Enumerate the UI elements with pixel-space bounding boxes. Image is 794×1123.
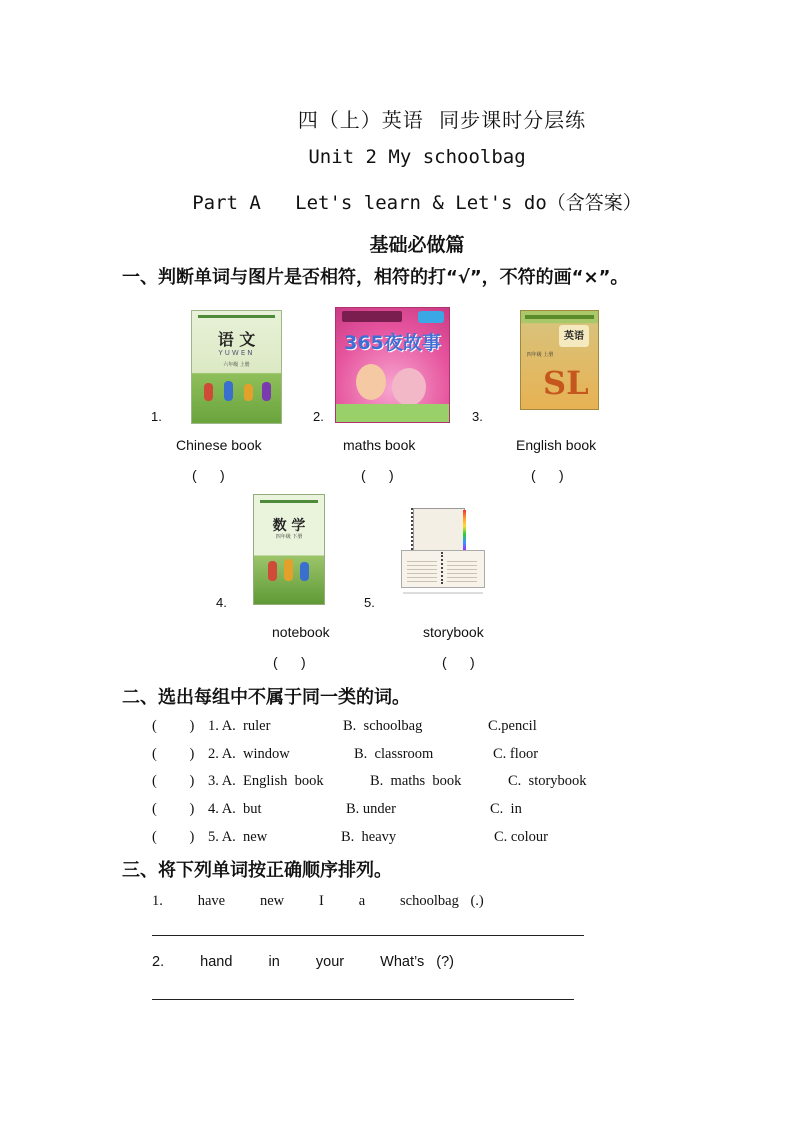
q2-row5-option-a: 5. A. new: [208, 829, 268, 845]
section3-heading: 三、将下列单词按正确顺序排列。: [122, 860, 392, 881]
story-book-image: [335, 307, 450, 423]
item5-label: storybook: [423, 624, 484, 640]
q2-row5-option-c: C. colour: [494, 829, 548, 845]
item2-answer-blank[interactable]: ( ): [361, 467, 394, 483]
notebook-image: [383, 500, 495, 605]
item5-number: 5.: [364, 595, 375, 610]
cover-grade: 四年级 下册: [275, 534, 303, 540]
section1-heading: 一、判断单词与图片是否相符，相符的打“√”，不符的画“×”。: [122, 267, 629, 288]
unit-title: Unit 2 My schoolbag: [308, 146, 526, 168]
item1-number: 1.: [151, 409, 162, 424]
item3-number: 3.: [472, 409, 483, 424]
part-title: Part A Let's learn & Let's do（含答案）: [192, 192, 642, 214]
item3-answer-blank[interactable]: ( ): [531, 467, 564, 483]
item1-answer-blank[interactable]: ( ): [192, 467, 225, 483]
q2-row2-option-b: B. classroom: [354, 746, 434, 762]
q3-item2: 2. hand in your What’s (?): [152, 954, 454, 970]
q2-row1-option-c: C.pencil: [488, 718, 537, 734]
q3-item2-answer-line[interactable]: [152, 999, 574, 1000]
item3-label: English book: [516, 437, 597, 453]
q2-row2-blank[interactable]: ( ): [152, 746, 195, 762]
q2-row4-blank[interactable]: ( ): [152, 801, 195, 817]
q2-row3-option-b: B. maths book: [370, 773, 462, 789]
cover-subtitle: YUWEN: [218, 349, 255, 357]
cover-grade: 四年级 上册: [526, 352, 554, 358]
q2-row3-option-c: C. storybook: [508, 773, 587, 789]
cover-title: 365夜故事: [344, 332, 441, 354]
section2-heading: 二、选出每组中不属于同一类的词。: [122, 687, 410, 708]
maths-book-image: [253, 494, 325, 605]
cover-grade: 六年级 上册: [223, 362, 250, 368]
cover-title: 英语: [564, 331, 584, 342]
q2-row4-option-a: 4. A. but: [208, 801, 262, 817]
item4-label: notebook: [272, 624, 330, 640]
q3-item1: 1. have new I a schoolbag (.): [152, 893, 484, 909]
title-cn-2: 同步课时分层练: [439, 108, 587, 132]
q2-row1-option-b: B. schoolbag: [343, 718, 423, 734]
title-cn: 四（上）英语: [297, 108, 424, 132]
q2-row3-option-a: 3. A. English book: [208, 773, 324, 789]
q2-row2-option-a: 2. A. window: [208, 746, 290, 762]
item2-label: maths book: [343, 437, 416, 453]
item2-number: 2.: [313, 409, 324, 424]
item5-answer-blank[interactable]: ( ): [442, 654, 475, 670]
q2-row5-option-b: B. heavy: [341, 829, 397, 845]
q3-item1-answer-line[interactable]: [152, 935, 584, 936]
q2-row1-option-a: 1. A. ruler: [208, 718, 271, 734]
item1-label: Chinese book: [176, 437, 262, 453]
q2-row2-option-c: C. floor: [493, 746, 539, 762]
page-title: [0, 104, 794, 133]
level-title: 基础必做篇: [369, 234, 465, 256]
chinese-book-image: [191, 310, 282, 424]
q2-row3-blank[interactable]: ( ): [152, 773, 195, 789]
cover-title: 语 文: [217, 330, 256, 349]
q2-row1-blank[interactable]: ( ): [152, 718, 195, 734]
q2-row4-option-b: B. under: [346, 801, 396, 817]
cover-title: 数 学: [272, 518, 306, 534]
item4-answer-blank[interactable]: ( ): [273, 654, 306, 670]
q2-row5-blank[interactable]: ( ): [152, 829, 195, 845]
english-book-image: 英语 四年级 上册 SL: [520, 310, 599, 410]
q2-row4-option-c: C. in: [490, 801, 522, 817]
item4-number: 4.: [216, 595, 227, 610]
